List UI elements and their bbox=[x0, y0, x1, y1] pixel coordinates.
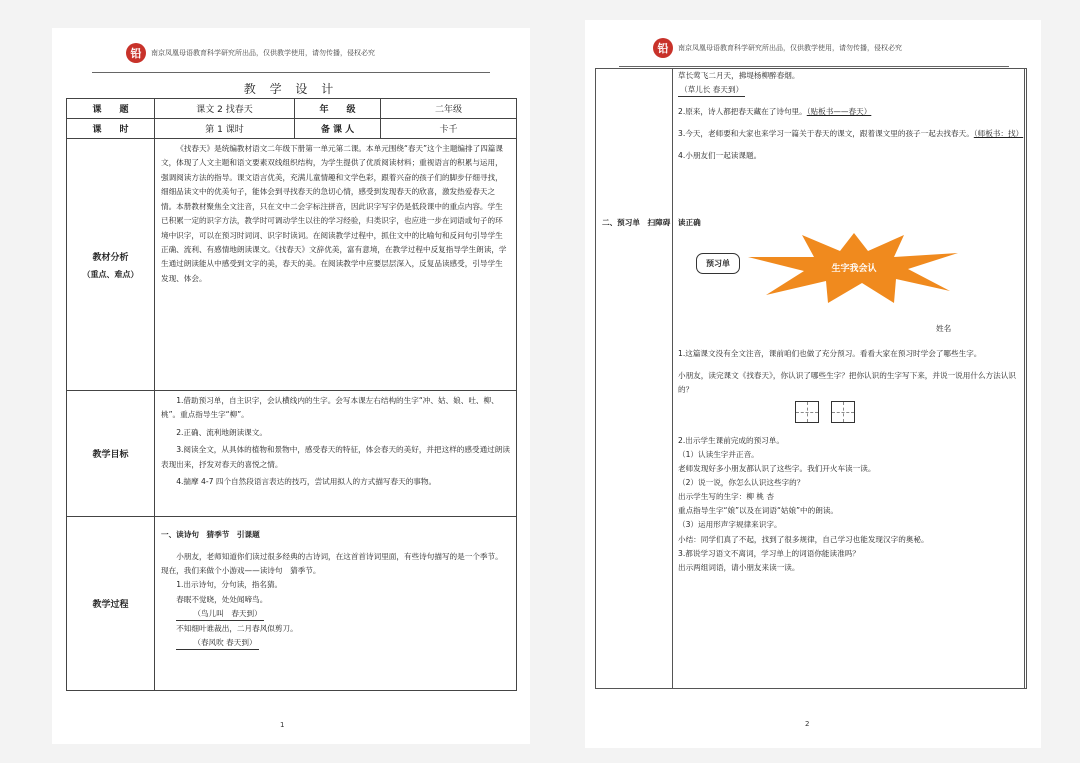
answer-line: （鸟儿叫 春天到） bbox=[176, 609, 264, 621]
board-note: （师板书：找） bbox=[973, 129, 1024, 139]
table-row bbox=[67, 139, 517, 391]
header-text: 南京凤凰母语教育科学研究所出品，仅供教学使用，请勿传播，侵权必究 bbox=[678, 44, 902, 52]
table-row bbox=[67, 391, 517, 517]
document-title: 教 学 设 计 bbox=[243, 82, 339, 96]
publisher-logo: 铅 bbox=[653, 38, 673, 58]
header-text: 南京凤凰母语教育科学研究所出品，仅供教学使用，请勿传播，侵权必究 bbox=[151, 49, 375, 57]
starburst-shape bbox=[744, 229, 964, 307]
section1-title: 一、读诗句 猜季节 引课题 bbox=[161, 529, 260, 539]
process-step: 2.出示学生课前完成的预习单。 bbox=[678, 436, 784, 446]
lesson-plan-table bbox=[66, 98, 517, 691]
process-label: 教学过程 bbox=[67, 517, 155, 691]
process-step: 2.原来，诗人都把春天藏在了诗句里。 bbox=[678, 107, 807, 117]
grade-value: 二年级 bbox=[381, 99, 517, 119]
section2-title: 二、预习单 扫障碍 读正确 bbox=[602, 218, 701, 227]
answer-line: （草儿长 春天到） bbox=[678, 85, 745, 97]
process-paragraph: 出示两组词语，请小朋友来读一读。 bbox=[678, 562, 800, 572]
course-label: 课 题 bbox=[67, 99, 155, 119]
process-step: 4.小朋友们一起读课题。 bbox=[678, 151, 762, 161]
goals-label: 教学目标 bbox=[67, 391, 155, 517]
goal-item: 3.阅读全文，从具体的植物和景物中，感受春天的特征，体会春天的美好，并把这样的感受通过朗读表现出来，抒发对春天的喜悦之情。 bbox=[161, 445, 510, 469]
page-header bbox=[653, 38, 902, 58]
process-step: 1.出示诗句，分句读，指名猜。 bbox=[176, 580, 283, 590]
hour-value: 第 1 课时 bbox=[155, 119, 295, 139]
process-step: （1）认读生字并正音。 bbox=[678, 450, 759, 460]
poem-line: 春眠不觉晓，处处闻啼鸟。 bbox=[176, 594, 268, 604]
page-number: 2 bbox=[805, 720, 810, 728]
process-paragraph: 老师发现好多小朋友都认识了这些字。我们开火车读一读。 bbox=[678, 464, 876, 474]
analysis-label-cell bbox=[67, 139, 155, 391]
table-row bbox=[67, 119, 517, 139]
writing-grid bbox=[831, 401, 855, 423]
header-rule bbox=[619, 66, 1009, 67]
writing-grid bbox=[795, 401, 819, 423]
poem-line: 不知细叶谁裁出，二月春风似剪刀。 bbox=[176, 623, 298, 633]
process-step: （2）说一说，你怎么认识这些字的？ bbox=[678, 478, 805, 488]
analysis-content bbox=[155, 139, 517, 391]
publisher-logo: 铅 bbox=[126, 43, 146, 63]
header-rule bbox=[92, 72, 490, 73]
process-continuation bbox=[678, 69, 1024, 163]
worksheet-box: 预习单 bbox=[696, 253, 740, 274]
goal-item: 2.正确、流利地朗读课文。 bbox=[176, 427, 267, 437]
page-1 bbox=[52, 28, 530, 744]
process-step: 3.今天，老师要和大家也来学习一篇关于春天的课文，跟着课文里的孩子一起去找春天。 bbox=[678, 129, 974, 139]
goal-item: 1.借助预习单，自主识字，会认横线内的生字。会写本课左右结构的生字“冲、姑、娘、吐、柳、桃”。重点指导生字“柳”。 bbox=[161, 396, 499, 420]
writing-grids bbox=[678, 397, 1024, 434]
process-paragraph: 重点指导生字“娘”以及在词语“姑娘”中的朗读。 bbox=[678, 506, 839, 516]
process-paragraph: 出示学生写的生字：柳 桃 杏 bbox=[678, 492, 774, 502]
process-paragraph: 1.这篇课文没有全文注音，课前咱们也做了充分预习。看看大家在预习时学会了哪些生字。 bbox=[678, 349, 982, 358]
page-header bbox=[126, 43, 375, 63]
starburst-label: 生字我会认 bbox=[831, 264, 877, 274]
prep-label: 备 课 人 bbox=[295, 119, 381, 139]
continuation-table bbox=[595, 68, 1027, 689]
hour-label: 课 时 bbox=[67, 119, 155, 139]
answer-line: （春风吹 春天到） bbox=[176, 638, 258, 650]
column-divider bbox=[1024, 69, 1025, 688]
process-paragraph: 小朋友，老师知道你们读过很多经典的古诗词，在这首首诗词里面，有些诗句描写的是一个季节。现在，我们来做个小游戏——读诗句 猜季节。 bbox=[161, 551, 503, 576]
analysis-sub-label: （重点、难点） bbox=[82, 269, 139, 279]
page-number: 1 bbox=[280, 721, 285, 729]
board-note: （贴板书——春天） bbox=[806, 107, 872, 117]
goal-item: 4.揣摩 4-7 四个自然段语言表达的技巧，尝试用拟人的方式描写春天的事物。 bbox=[176, 477, 437, 487]
analysis-text: 《找春天》是统编教材语文二年级下册第一单元第二课。本单元围绕“春天”这个主题编排了四篇课文，体现了人文主题和语文要素双线组织结构，为学生提供了优质阅读材料；重视语言的积累与运用，强调阅读方法的指导。课文语言优美，充满儿童情趣和文学色彩，跟着兴奋的孩子们的脚步仔细寻找，细细品读文中的优美句子，能体会到寻找春天的急切心情，感受到发现春天的欣喜，激发热爱春天之情。本册教材聚焦全文注音，只在文中二会字标注拼音，因此识字写字仍是低段课中的重点内容。学生已积累一定的识字方法，教学时可调动学生以往的学习经验，归类识字，也应进一步在词语或句子的环境中识字，可以在预习时词词、识字时读词。在阅读教学过程中，抓住文中的比喻句和反问句引导学生正确、流利、有感情地朗读课文。《找春天》文辞优美，富有意境，在教学过程中反复指导学生朗读，学生通过朗读能从中感受到文字的美，春天的美。在阅读教学中应要层层深入，反复品读感受，引导学生发现、体会。 bbox=[161, 144, 507, 283]
process-step: 3.都说学习语文不离词，学习单上的词语你能读准吗？ bbox=[678, 548, 860, 558]
process-paragraph: 小结：同学们真了不起，找到了很多规律，自己学习也能发现汉字的奥秘。 bbox=[678, 534, 929, 544]
process-paragraph: 小朋友，读完课文《找春天》，你认识了哪些生字？把你认识的生字写下来，并说一说用什么方法认识的？ bbox=[678, 371, 1016, 395]
prep-value: 卡千 bbox=[381, 119, 517, 139]
process-content bbox=[155, 517, 517, 691]
poem-line: 草长莺飞二月天，拂堤杨柳醉春烟。 bbox=[678, 71, 800, 80]
grade-label: 年 级 bbox=[295, 99, 381, 119]
table-row bbox=[67, 517, 517, 691]
column-divider bbox=[672, 69, 673, 688]
page-2 bbox=[585, 20, 1041, 748]
process-step: （3）运用形声字规律来识字。 bbox=[678, 520, 782, 530]
worksheet-steps bbox=[678, 347, 1024, 575]
goals-content bbox=[155, 391, 517, 517]
table-row bbox=[67, 99, 517, 119]
name-label: 姓名 bbox=[936, 324, 952, 333]
analysis-label: 教材分析 bbox=[92, 252, 129, 263]
course-value: 课文 2 找春天 bbox=[155, 99, 295, 119]
